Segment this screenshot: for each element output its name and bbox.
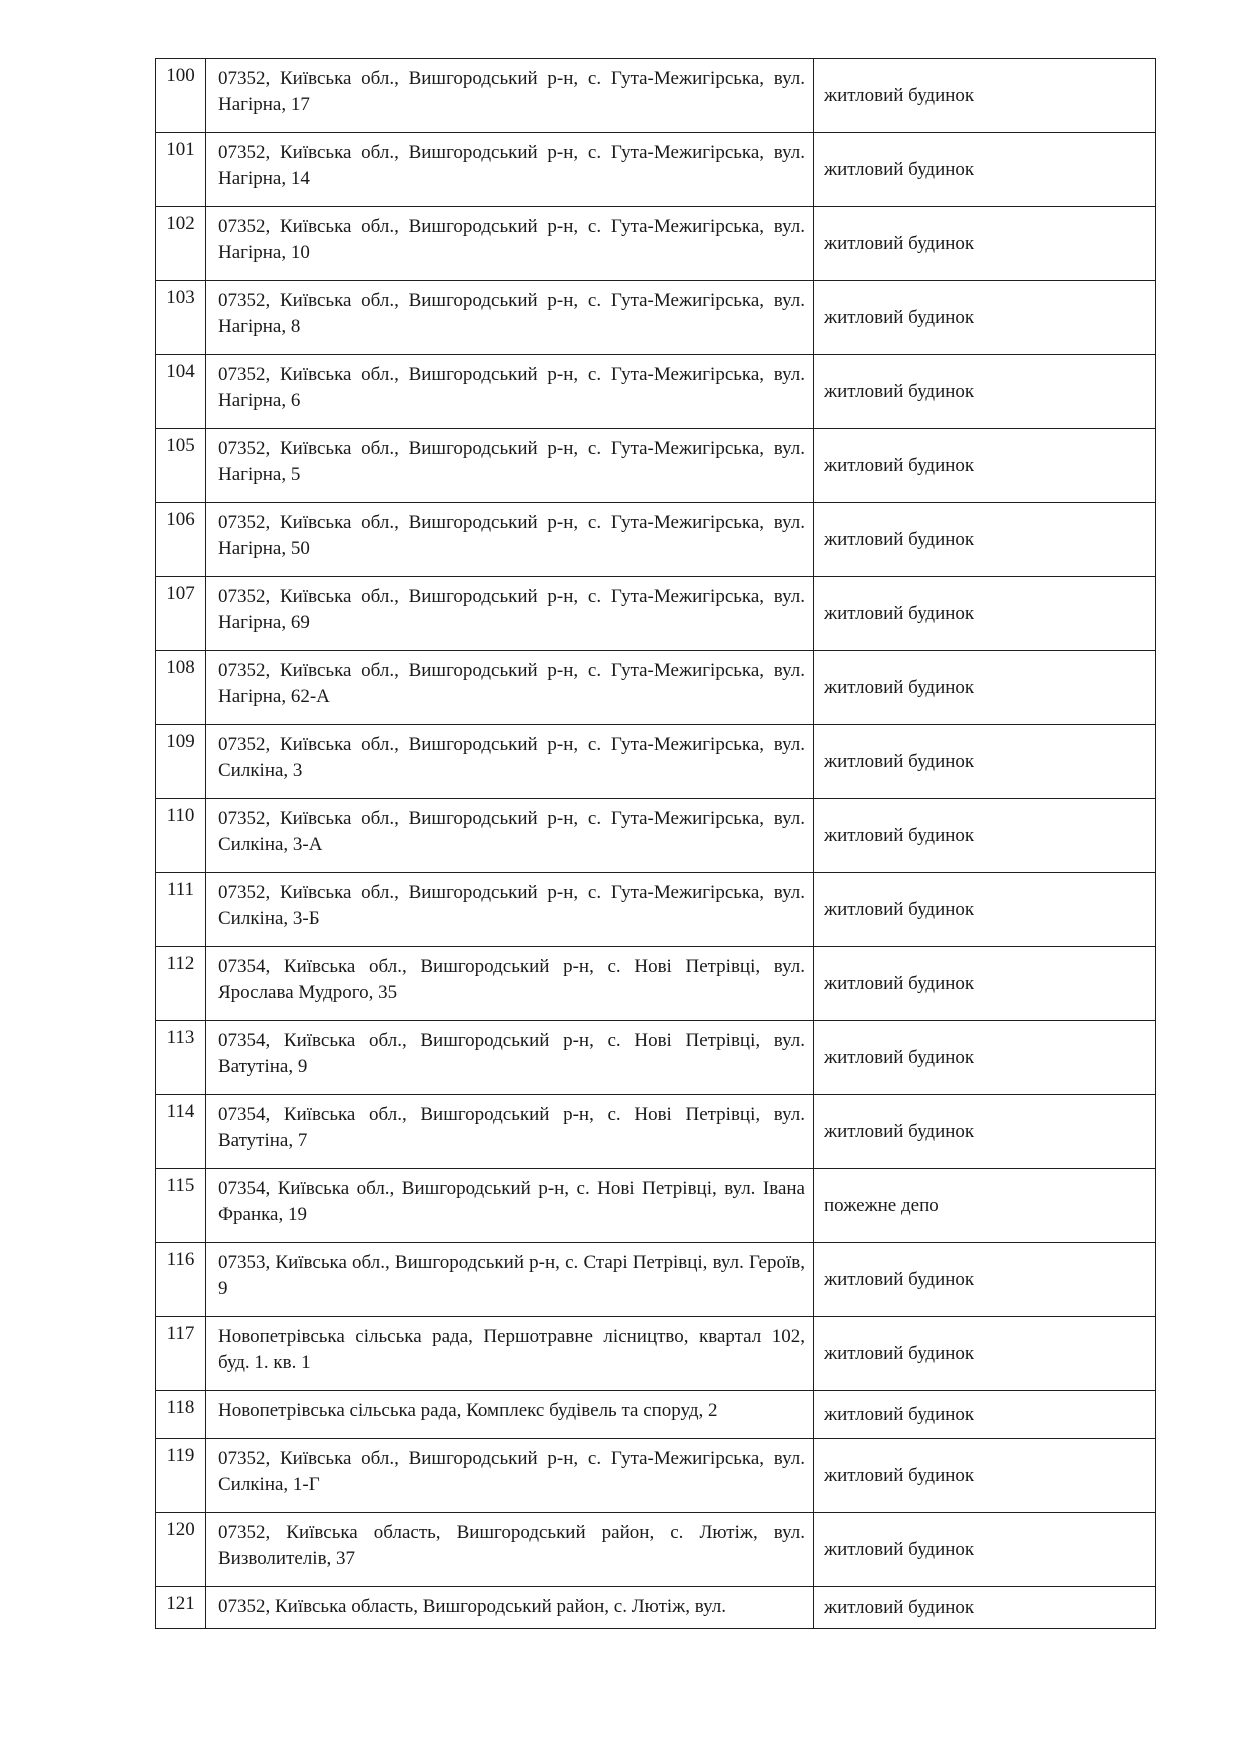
object-type: житловий будинок [814, 725, 1156, 799]
address-cell [206, 1439, 814, 1513]
address-line-1: 07352, Київська обл., Вишгородський р-н, с. Гута-Межигірська, [218, 290, 765, 311]
address-line-1: 07354, Київська обл., Вишгородський р-н, с. Нові Петрівці, вул. [218, 956, 805, 977]
address-line-1: 07352, Київська обл., Вишгородський р-н, с. Гута-Межигірська, [218, 586, 765, 607]
table-row [156, 1021, 1156, 1095]
address-line-2: вул. Нагірна, 62-А [218, 660, 806, 707]
address-line-2: вул. Нагірна, 50 [218, 512, 806, 559]
row-number: 117 [156, 1317, 206, 1391]
object-type: житловий будинок [814, 947, 1156, 1021]
address-line-2: вул. Силкіна, 3-Б [218, 882, 806, 929]
address-line-2: вул. Нагірна, 14 [218, 142, 806, 189]
row-number: 109 [156, 725, 206, 799]
row-number: 103 [156, 281, 206, 355]
address-line-2: вул. Силкіна, 3 [218, 734, 806, 781]
address-line-2: вул. Нагірна, 10 [218, 216, 806, 263]
row-number: 107 [156, 577, 206, 651]
address-cell [206, 1243, 814, 1317]
address-cell [206, 1587, 814, 1629]
object-type: житловий будинок [814, 59, 1156, 133]
address-line-1: 07352, Київська обл., Вишгородський р-н, с. Гута-Межигірська, [218, 364, 765, 385]
address-line-2: вул. Силкіна, 3-А [218, 808, 806, 855]
address-line-1: 07352, Київська обл., Вишгородський р-н, с. Гута-Межигірська, [218, 660, 765, 681]
address-cell [206, 799, 814, 873]
address-line-1: 07352, Київська область, Вишгородський район, с. Лютіж, вул. [218, 1522, 805, 1543]
object-type: житловий будинок [814, 355, 1156, 429]
table-row [156, 1317, 1156, 1391]
address-line-2: вул. Нагірна, 6 [218, 364, 806, 411]
address-line-2: вул. Нагірна, 69 [218, 586, 806, 633]
table-row [156, 281, 1156, 355]
address-line-1: 07352, Київська обл., Вишгородський р-н, с. Гута-Межигірська, [218, 808, 765, 829]
object-type: житловий будинок [814, 651, 1156, 725]
object-type: житловий будинок [814, 1317, 1156, 1391]
address-cell [206, 725, 814, 799]
address-line-1: 07354, Київська обл., Вишгородський р-н, с. Нові Петрівці, вул. [218, 1178, 756, 1199]
address-cell [206, 429, 814, 503]
address-line-2: 102, буд. 1. кв. 1 [218, 1326, 805, 1373]
table-row [156, 429, 1156, 503]
row-number: 119 [156, 1439, 206, 1513]
address-line-2: вул. Нагірна, 5 [218, 438, 806, 485]
address-line-2: Визволителів, 37 [218, 1548, 356, 1569]
address-line-1: 07354, Київська обл., Вишгородський р-н, с. Нові Петрівці, вул. [218, 1030, 805, 1051]
object-type: житловий будинок [814, 1391, 1156, 1439]
table-row [156, 1513, 1156, 1587]
address-line-1: 07352, Київська обл., Вишгородський р-н, с. Гута-Межигірська, [218, 216, 765, 237]
address-cell [206, 59, 814, 133]
address-line-1: 07352, Київська обл., Вишгородський р-н, с. Гута-Межигірська, [218, 438, 765, 459]
object-type: пожежне депо [814, 1169, 1156, 1243]
table-row [156, 873, 1156, 947]
table-row [156, 503, 1156, 577]
object-type: житловий будинок [814, 133, 1156, 207]
table-row [156, 355, 1156, 429]
address-cell [206, 1095, 814, 1169]
object-type: житловий будинок [814, 1587, 1156, 1629]
row-number: 102 [156, 207, 206, 281]
table-row [156, 207, 1156, 281]
row-number: 104 [156, 355, 206, 429]
address-line-1: 07352, Київська обл., Вишгородський р-н, с. Гута-Межигірська, [218, 512, 765, 533]
row-number: 118 [156, 1391, 206, 1439]
address-line-2: вул. Нагірна, 17 [218, 68, 806, 115]
address-line-1: 07352, Київська обл., Вишгородський р-н, с. Гута-Межигірська, [218, 68, 765, 89]
table-row [156, 1169, 1156, 1243]
table-row [156, 1587, 1156, 1629]
address-cell [206, 1391, 814, 1439]
address-table [155, 58, 1156, 1629]
address-line-2: Ватутіна, 7 [218, 1130, 308, 1151]
object-type: житловий будинок [814, 207, 1156, 281]
object-type: житловий будинок [814, 1513, 1156, 1587]
address-cell [206, 1021, 814, 1095]
row-number: 112 [156, 947, 206, 1021]
row-number: 116 [156, 1243, 206, 1317]
address-line-1: Новопетрівська сільська рада, Комплекс будівель та споруд, 2 [218, 1400, 718, 1421]
address-line-1: 07352, Київська обл., Вишгородський р-н, с. Гута-Межигірська, [218, 734, 765, 755]
object-type: житловий будинок [814, 1021, 1156, 1095]
table-row [156, 1439, 1156, 1513]
address-cell [206, 651, 814, 725]
object-type: житловий будинок [814, 1439, 1156, 1513]
address-line-2: вул. Силкіна, 1-Г [218, 1448, 806, 1495]
object-type: житловий будинок [814, 873, 1156, 947]
address-cell [206, 873, 814, 947]
address-cell [206, 133, 814, 207]
table-row [156, 133, 1156, 207]
address-line-1: 07354, Київська обл., Вишгородський р-н, с. Нові Петрівці, вул. [218, 1104, 805, 1125]
address-cell [206, 1513, 814, 1587]
table-row [156, 947, 1156, 1021]
row-number: 108 [156, 651, 206, 725]
address-cell [206, 207, 814, 281]
address-cell [206, 1169, 814, 1243]
object-type: житловий будинок [814, 429, 1156, 503]
object-type: житловий будинок [814, 281, 1156, 355]
row-number: 111 [156, 873, 206, 947]
object-type: житловий будинок [814, 503, 1156, 577]
table-row [156, 651, 1156, 725]
row-number: 110 [156, 799, 206, 873]
address-line-1: 07353, Київська обл., Вишгородський р-н, с. Старі Петрівці, вул. [218, 1252, 744, 1273]
row-number: 120 [156, 1513, 206, 1587]
object-type: житловий будинок [814, 799, 1156, 873]
address-line-2: вул. Нагірна, 8 [218, 290, 806, 337]
address-line-2: Героїв, 9 [218, 1252, 805, 1299]
address-line-2: Ярослава Мудрого, 35 [218, 982, 398, 1003]
table-row [156, 577, 1156, 651]
address-cell [206, 947, 814, 1021]
row-number: 106 [156, 503, 206, 577]
row-number: 101 [156, 133, 206, 207]
object-type: житловий будинок [814, 1243, 1156, 1317]
table-row [156, 799, 1156, 873]
address-line-2: Ватутіна, 9 [218, 1056, 308, 1077]
address-cell [206, 503, 814, 577]
row-number: 100 [156, 59, 206, 133]
row-number: 121 [156, 1587, 206, 1629]
address-line-1: 07352, Київська область, Вишгородський район, с. Лютіж, вул. [218, 1596, 726, 1617]
table-row [156, 725, 1156, 799]
row-number: 115 [156, 1169, 206, 1243]
address-cell [206, 1317, 814, 1391]
table-row [156, 1095, 1156, 1169]
address-cell [206, 355, 814, 429]
table-row [156, 1391, 1156, 1439]
address-line-1: 07352, Київська обл., Вишгородський р-н, с. Гута-Межигірська, [218, 142, 765, 163]
address-cell [206, 577, 814, 651]
address-cell [206, 281, 814, 355]
object-type: житловий будинок [814, 577, 1156, 651]
address-line-1: 07352, Київська обл., Вишгородський р-н, с. Гута-Межигірська, [218, 882, 765, 903]
table-row [156, 1243, 1156, 1317]
address-line-1: Новопетрівська сільська рада, Першотравне лісництво, квартал [218, 1326, 762, 1347]
table-row [156, 59, 1156, 133]
row-number: 113 [156, 1021, 206, 1095]
address-line-2: Івана Франка, 19 [218, 1178, 805, 1225]
row-number: 114 [156, 1095, 206, 1169]
row-number: 105 [156, 429, 206, 503]
object-type: житловий будинок [814, 1095, 1156, 1169]
address-line-1: 07352, Київська обл., Вишгородський р-н, с. Гута-Межигірська, [218, 1448, 765, 1469]
